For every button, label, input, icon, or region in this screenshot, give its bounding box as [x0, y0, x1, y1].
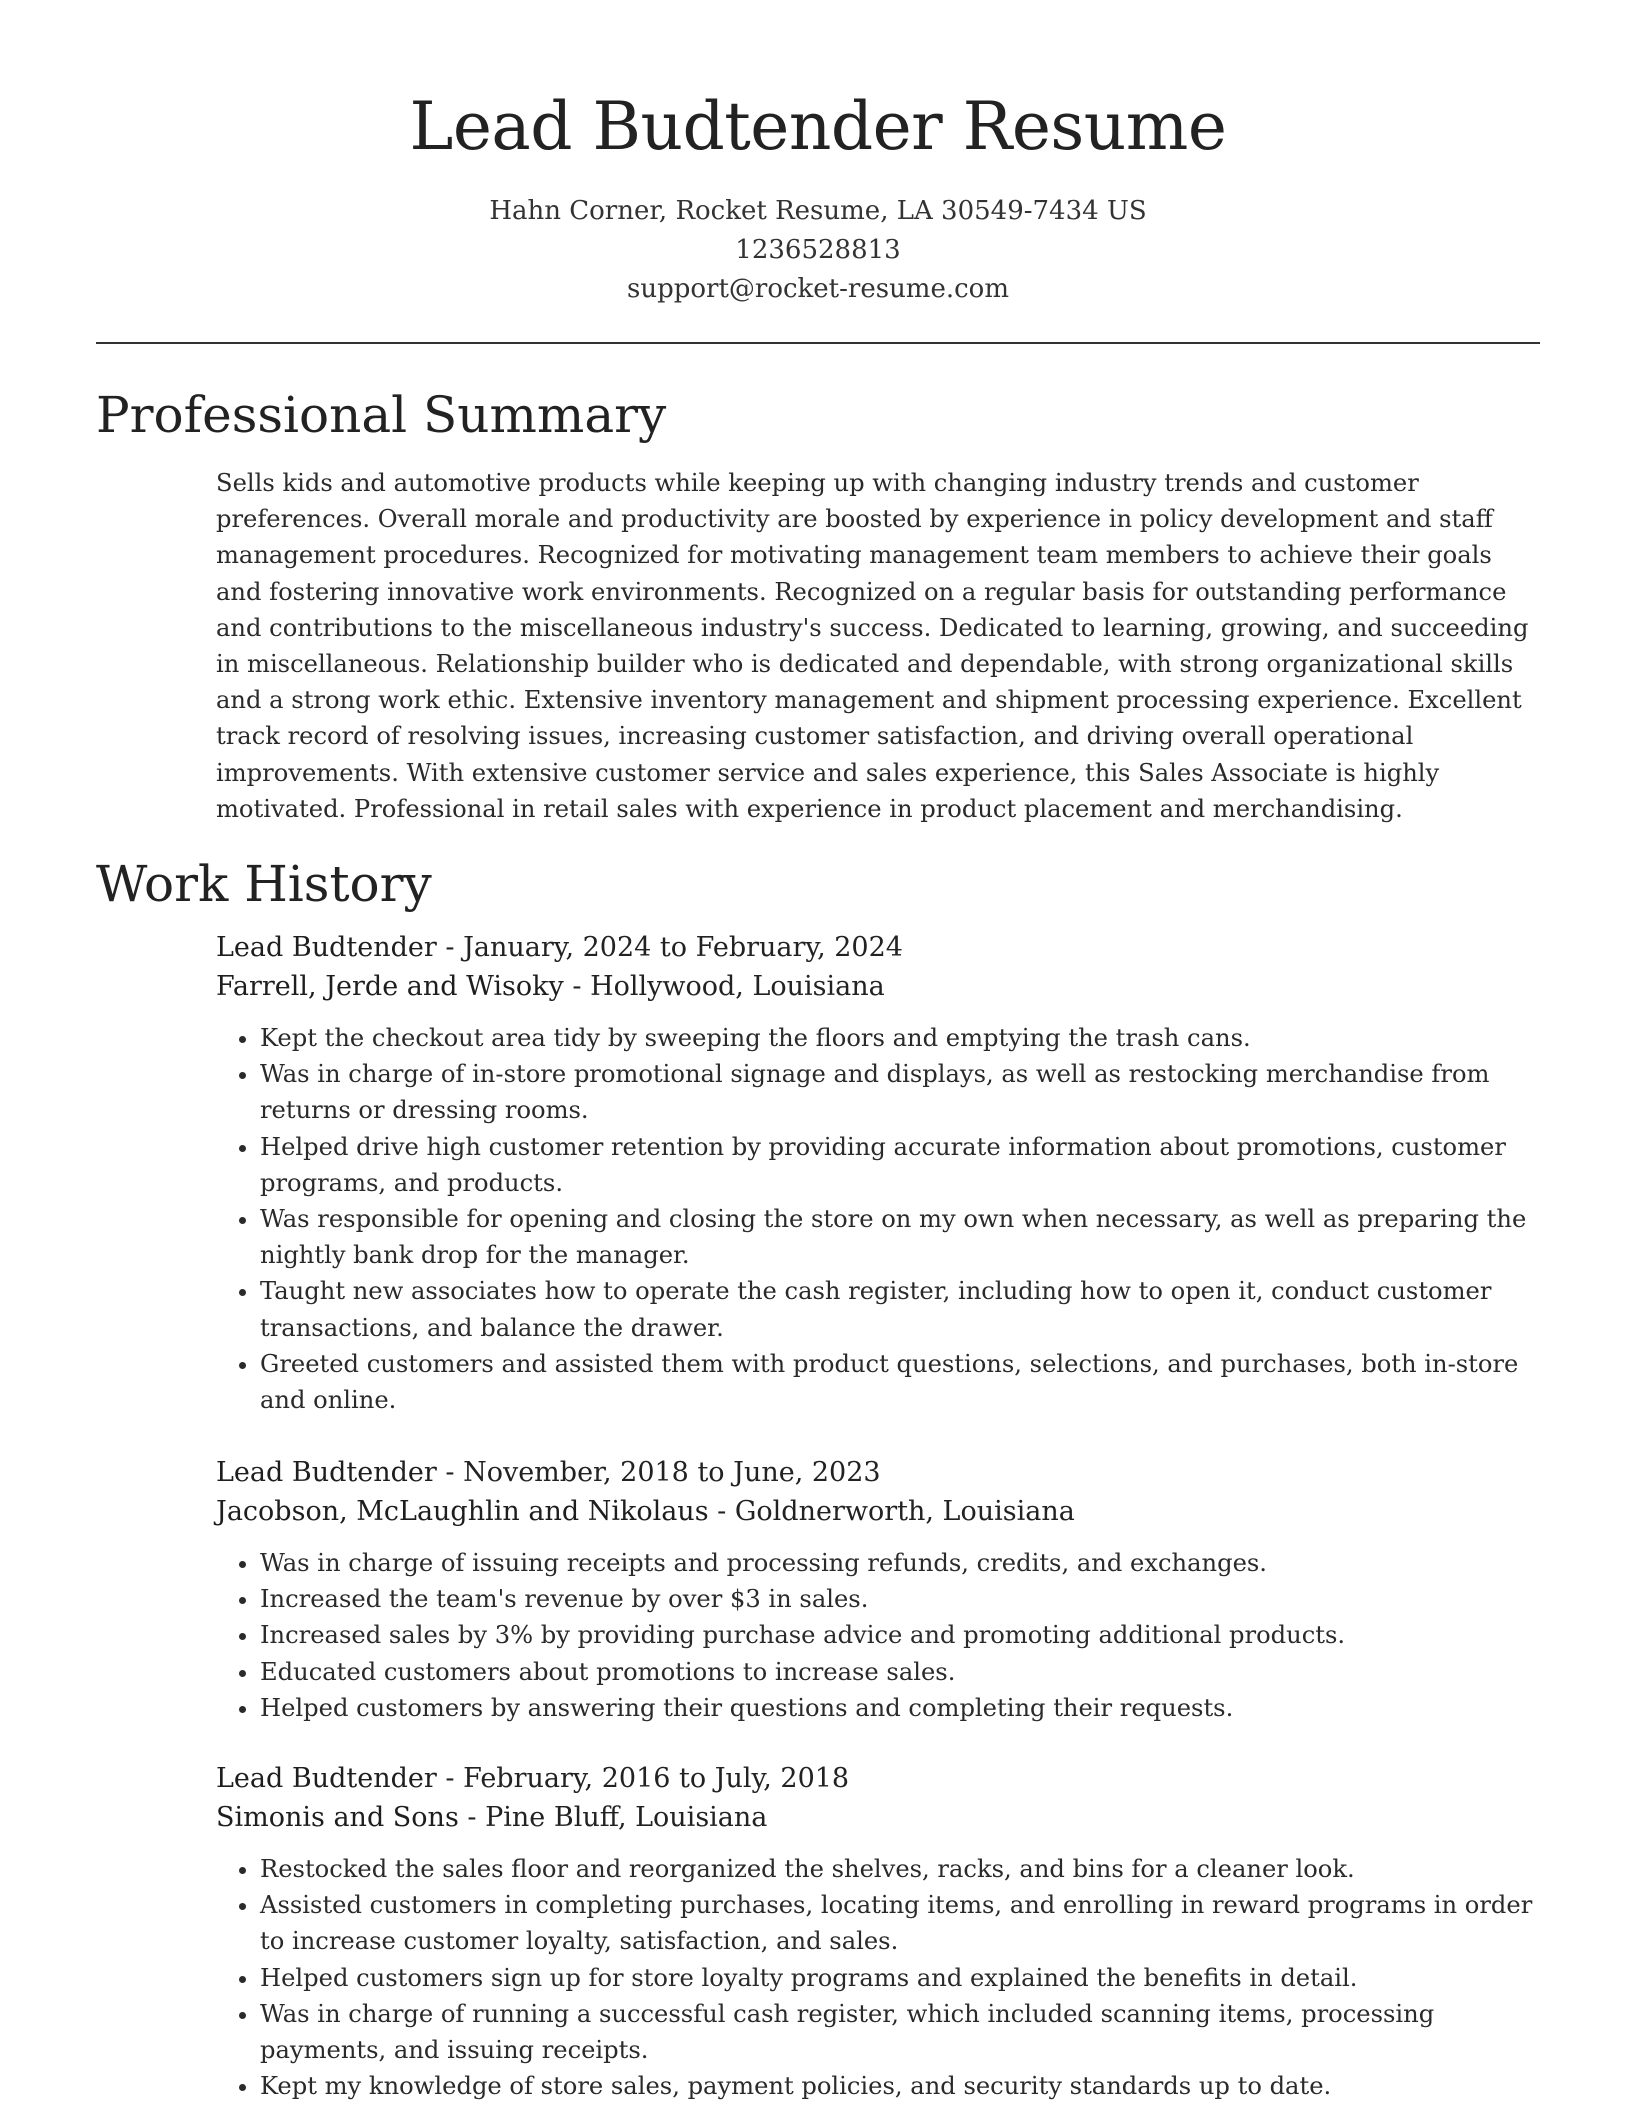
job-bullet: • Helped customers sign up for store loyalty programs and explained the benefits in detail. — [260, 1960, 1544, 1996]
job-bullet: • Greeted customers and assisted them with product questions, selections, and purchases, both in-store and online. — [260, 1346, 1544, 1418]
job-company-line — [216, 1492, 1544, 1531]
job-bullet: • Helped customers by answering their questions and completing their requests. — [260, 1690, 1544, 1726]
summary-text: Sells kids and automotive products while keeping up with changing industry trends and customer preferences. Overall morale and productivity are boosted by experience in policy development and staff management procedures. Recognized for motivating management team members to achieve their goals and fostering innovative work environments. Recognized on a regular basis for outstanding performance and contributions to the miscellaneous industry's success. Dedicated to learning, growing, and succeeding in miscellaneous. Relationship builder who is dedicated and dependable, with strong organizational skills and a strong work ethic. Extensive inventory management and shipment processing experience. Excellent track record of resolving issues, increasing customer satisfaction, and driving overall operational improvements. With extensive customer service and sales experience, this Sales Associate is highly motivated. Professional in retail sales with experience in product placement and merchandising. — [216, 469, 1529, 823]
job-entry — [216, 928, 1544, 1418]
job-dates: - November, 2018 to June, 2023 — [436, 1457, 881, 1488]
job-title: Lead Budtender — [216, 1763, 437, 1794]
job-bullet-list — [216, 1851, 1544, 2104]
resume-title: Lead Budtender Resume — [409, 88, 1227, 165]
contact-email: support@rocket-resume.com — [626, 274, 1009, 304]
job-title: Lead Budtender — [216, 932, 437, 963]
job-company: Jacobson, McLaughlin and Nikolaus — [216, 1496, 709, 1527]
job-bullet: • Increased sales by 3% by providing purchase advice and promoting additional products. — [260, 1617, 1544, 1653]
job-company-line — [216, 967, 1544, 1006]
job-location: - Hollywood, Louisiana — [563, 971, 885, 1002]
job-title-line — [216, 928, 1544, 967]
job-bullet: • Educated customers about promotions to increase sales. — [260, 1654, 1544, 1690]
job-bullet: • Restocked the sales floor and reorganized the shelves, racks, and bins for a cleaner look. — [260, 1851, 1544, 1887]
header-divider — [96, 342, 1540, 344]
job-title-line — [216, 1453, 1544, 1492]
job-entry — [216, 1759, 1544, 2104]
job-bullet: • Kept the checkout area tidy by sweeping the floors and emptying the trash cans. — [260, 1020, 1544, 1056]
job-company: Simonis and Sons — [216, 1802, 459, 1833]
summary-heading: Professional Summary — [96, 386, 667, 444]
job-bullet: • Assisted customers in completing purchases, locating items, and enrolling in reward programs in order to increase customer loyalty, satisfaction, and sales. — [260, 1887, 1544, 1959]
job-bullet-list — [216, 1020, 1544, 1418]
job-dates: - January, 2024 to February, 2024 — [436, 932, 903, 963]
job-company-line — [216, 1798, 1544, 1837]
job-title-line — [216, 1759, 1544, 1798]
job-location: - Pine Bluff, Louisiana — [458, 1802, 768, 1833]
job-entry — [216, 1453, 1544, 1726]
job-location: - Goldnerworth, Louisiana — [708, 1496, 1075, 1527]
job-bullet: • Taught new associates how to operate the cash register, including how to open it, conduct customer transactions, and balance the drawer. — [260, 1273, 1544, 1345]
job-company: Farrell, Jerde and Wisoky — [216, 971, 564, 1002]
work-history-heading: Work History — [96, 855, 432, 913]
contact-phone: 1236528813 — [735, 235, 901, 265]
contact-address: Hahn Corner, Rocket Resume, LA 30549-7434 US — [489, 196, 1147, 226]
job-bullet: • Helped drive high customer retention by providing accurate information about promotions, customer programs, and products. — [260, 1129, 1544, 1201]
job-bullet: • Kept my knowledge of store sales, payment policies, and security standards up to date. — [260, 2068, 1544, 2104]
contact-block — [96, 192, 1540, 309]
job-bullet: • Increased the team's revenue by over $3 in sales. — [260, 1581, 1544, 1617]
job-bullet: • Was responsible for opening and closing the store on my own when necessary, as well as preparing the nightly bank drop for the manager. — [260, 1201, 1544, 1273]
job-bullet: • Was in charge of issuing receipts and processing refunds, credits, and exchanges. — [260, 1545, 1544, 1581]
job-bullet: • Was in charge of in-store promotional signage and displays, as well as restocking merchandise from returns or dressing rooms. — [260, 1056, 1544, 1128]
job-title: Lead Budtender — [216, 1457, 437, 1488]
job-bullet-list — [216, 1545, 1544, 1726]
job-dates: - February, 2016 to July, 2018 — [436, 1763, 850, 1794]
job-bullet: • Was in charge of running a successful cash register, which included scanning items, processing payments, and issuing receipts. — [260, 1996, 1544, 2068]
